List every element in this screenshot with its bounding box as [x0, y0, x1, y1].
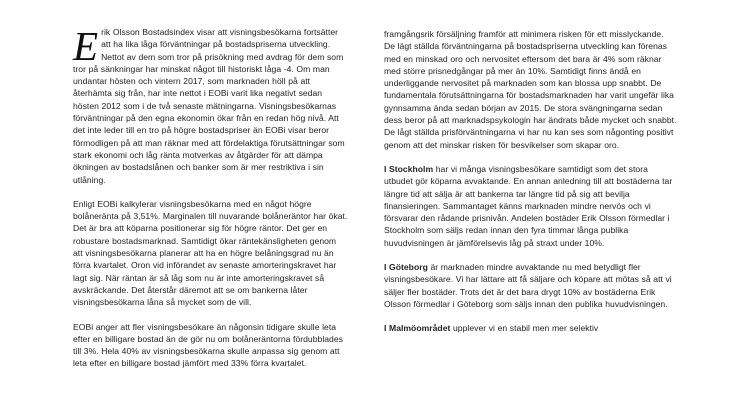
left-paragraph-1-text: rik Olsson Bostadsindex visar att visningsbesökarna fortsätter att ha lika låga förväntningar på bostadspriserna utveckling. Nettot av dem som tror på prisökning med avdrag för dem som tror på sänkningar har minskat något till historiskt låga -4. Om man undantar hösten och vintern 2017, som marknaden höll på att återhämta sig från, har inte nettot i EOBi varit lika negativt sedan hösten 2012 som i de två senaste mätningarna. Visningsbesökarnas förväntningar på den egna ekonomin ökar från en redan hög nivå. Att det inte leder till en tro på högre bostadspriser än EOBi visar beror förmodligen på att man räknar med att fördelaktiga förutsättningar som stark ekonomi och låg ränta motverkas av åtgärder för att dämpa ökningen av bostadslånen och banker som är mer restriktiva i sin utlåning.	[73, 27, 345, 185]
malmo-text: upplever vi en stabil men mer selektiv	[450, 323, 599, 334]
goteborg-lead: I Göteborg	[384, 262, 428, 273]
right-paragraph-goteborg	[384, 261, 677, 310]
malmo-lead: I Malmöområdet	[384, 323, 451, 334]
right-paragraph-stockholm	[384, 163, 677, 249]
left-column	[73, 23, 348, 382]
right-paragraph-1: framgångsrik försäljning framför att minimera risken för ett misslyckande. De lägt ställda förväntningarna på bostadspriserna utveckling kan förenas med en minskad oro och nervositet eftersom det bara är 4% som räknar med större prisnedgångar på mer än 10%. Samtidigt finns ändå en underliggande nervositet på marknaden som kan blossa upp snabbt. De fundamentala förutsättningarna för bostadsmarknaden har varit ungefär lika gynnsamma ända sedan början av 2015. De stora svängningarna sedan dess beror på att marknadspsykologin har ändrats både mycket och snabbt. De lågt ställda prisförväntningarna vi har nu kan ses som någonting positivt genom att det minskar risken för besvikelser som skapar oro.	[384, 29, 677, 150]
right-paragraph-malmo	[384, 322, 677, 334]
right-column	[384, 28, 677, 347]
stockholm-lead: I Stockholm	[384, 163, 434, 174]
goteborg-text: är marknaden mindre avvaktande nu med betydligt fler visningsbesökare. Vi har lättare att få säljare och köpare att mötas så att vi säljer fler bostäder. Trots det är det bara drygt 10% av bostäderna Erik Olsson förmedlar i Göteborg som säljs innan den publika huvudvisningen.	[384, 262, 672, 309]
stockholm-text: har vi många visningsbesökare samtidigt som det stora utbudet gör köparna avvaktande. En annan anledning till att bostäderna tar längre tid att sälja är att bankerna tar längre tid på sig att bevilja finansieringen. Sammantaget känns marknaden mindre nervös och vi försvarar den rådande prisnivån. Andelen bostäder Erik Olsson förmedlar i Stockholm som säljs redan innan den fyra timmar långa publika huvudvisningen är jämförelsevis låg på straxt under 10%.	[384, 163, 673, 248]
left-paragraph-3: EOBi anger att fler visningsbesökare än någonsin tidigare skulle leta efter en billigare bostad än de gör nu om bolåneräntorna fördubblades till 3%. Hela 40% av visningsbesökarna skulle anpassa sig genom att leta efter en billigare bostad jämfört med 33% förra kvartalet.	[73, 321, 343, 369]
drop-cap: E	[73, 23, 99, 69]
left-paragraph-1	[73, 23, 348, 186]
left-paragraph-2: Enligt EOBi kalkylerar visningsbesökarna med en något högre bolåneränta på 3,51%. Marginalen till nuvarande bolåneräntor har ökat. Det är bra att köparna positionerar sig för högre räntor. Det ger en robustare bostadsmarknad. Samtidigt ökar räntekänsligheten genom att visningsbesökarna planerar att ha en högre belåningsgrad nu än förra kvartalet. Oron vid införandet av senaste amorteringskravet har lagt sig. När räntan är så låg som nu är inte amorteringskravet så avskräckande. Det återstår däremot att se om bankerna låter visningsbesökarna låna så mycket som de vill.	[73, 198, 348, 308]
